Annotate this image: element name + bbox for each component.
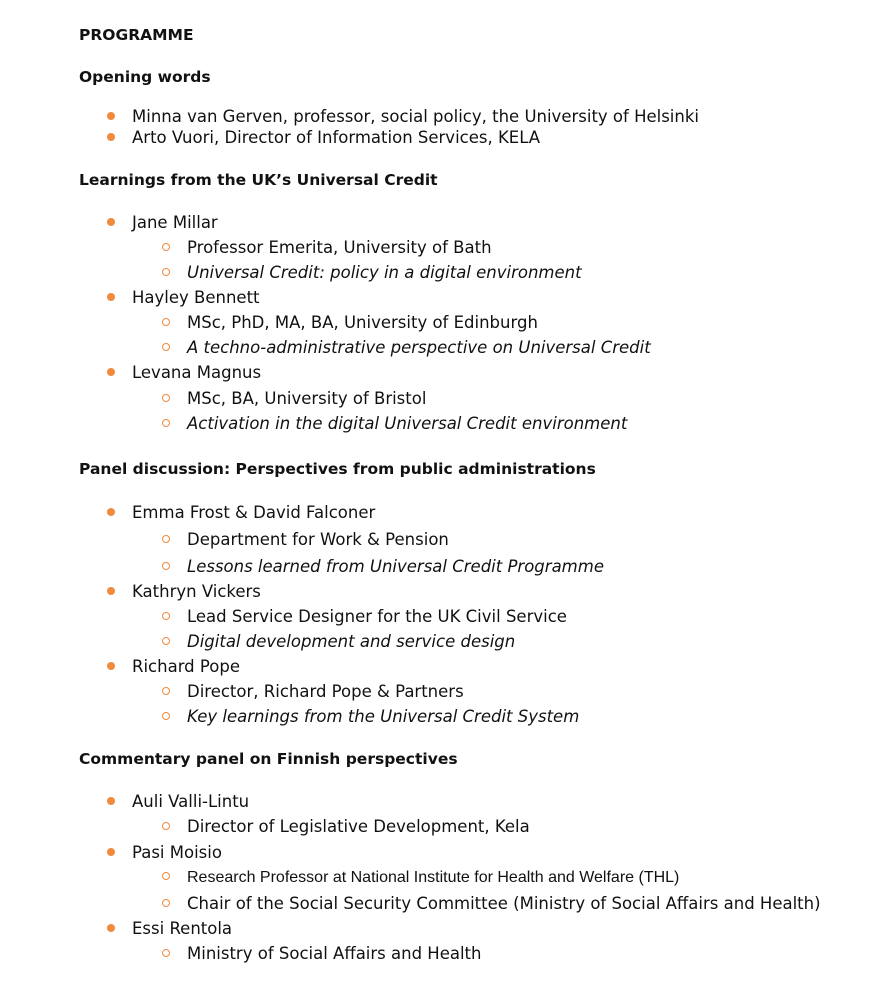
bullet-icon bbox=[107, 368, 115, 376]
bullet-icon bbox=[107, 662, 115, 670]
list-item bbox=[107, 107, 699, 127]
list-item bbox=[107, 503, 375, 523]
list-item bbox=[107, 288, 260, 308]
circle-bullet-icon bbox=[162, 243, 170, 251]
sub-list-item bbox=[162, 313, 538, 333]
sub-list-item bbox=[162, 944, 481, 964]
sub-list-item bbox=[162, 817, 530, 837]
sub-list-item bbox=[162, 607, 567, 627]
sub-list-item bbox=[162, 557, 604, 577]
circle-bullet-icon bbox=[162, 712, 170, 720]
list-item-text: Arto Vuori, Director of Information Services, KELA bbox=[132, 128, 541, 147]
speaker-affiliation: Department for Work & Pension bbox=[187, 530, 449, 549]
sub-list-item bbox=[162, 707, 579, 727]
bullet-icon bbox=[107, 797, 115, 805]
talk-title: Lessons learned from Universal Credit Programme bbox=[187, 557, 604, 576]
speaker-affiliation: MSc, PhD, MA, BA, University of Edinburgh bbox=[187, 313, 538, 332]
bullet-icon bbox=[107, 218, 115, 226]
speaker-name: Kathryn Vickers bbox=[132, 582, 261, 601]
list-item-text: Minna van Gerven, professor, social policy, the University of Helsinki bbox=[132, 107, 699, 126]
talk-title: Universal Credit: policy in a digital environment bbox=[187, 263, 582, 282]
bullet-icon bbox=[107, 133, 115, 141]
speaker-name: Levana Magnus bbox=[132, 363, 262, 382]
bullet-icon bbox=[107, 112, 115, 120]
speaker-affiliation: Director of Legislative Development, Kela bbox=[187, 817, 530, 836]
talk-title: A techno-administrative perspective on Universal Credit bbox=[187, 338, 651, 357]
list-item bbox=[107, 128, 540, 148]
speaker-name: Essi Rentola bbox=[132, 919, 233, 938]
speaker-affiliation: Director, Richard Pope & Partners bbox=[187, 682, 464, 701]
talk-title: Digital development and service design bbox=[187, 632, 516, 651]
sub-list-item bbox=[162, 682, 464, 702]
speaker-affiliation: Professor Emerita, University of Bath bbox=[187, 238, 492, 257]
speaker-name: Auli Valli-Lintu bbox=[132, 792, 250, 811]
talk-title: Activation in the digital Universal Credit environment bbox=[187, 414, 628, 433]
bullet-icon bbox=[107, 848, 115, 856]
list-item bbox=[107, 363, 261, 383]
circle-bullet-icon bbox=[162, 949, 170, 957]
speaker-name: Richard Pope bbox=[132, 657, 240, 676]
list-item bbox=[107, 582, 261, 602]
circle-bullet-icon bbox=[162, 343, 170, 351]
section-heading: Commentary panel on Finnish perspectives bbox=[79, 750, 458, 768]
bullet-icon bbox=[107, 587, 115, 595]
speaker-affiliation: Lead Service Designer for the UK Civil Service bbox=[187, 607, 567, 626]
sub-list-item bbox=[162, 238, 492, 258]
circle-bullet-icon bbox=[162, 419, 170, 427]
circle-bullet-icon bbox=[162, 899, 170, 907]
list-item bbox=[107, 843, 222, 863]
list-item bbox=[107, 919, 232, 939]
bullet-icon bbox=[107, 508, 115, 516]
circle-bullet-icon bbox=[162, 822, 170, 830]
circle-bullet-icon bbox=[162, 872, 170, 880]
sub-list-item bbox=[162, 632, 515, 652]
sub-list-item bbox=[162, 894, 821, 914]
list-item bbox=[107, 213, 218, 233]
circle-bullet-icon bbox=[162, 612, 170, 620]
sub-list-item bbox=[162, 263, 582, 283]
bullet-icon bbox=[107, 293, 115, 301]
bullet-icon bbox=[107, 924, 115, 932]
speaker-name: Jane Millar bbox=[132, 213, 218, 232]
section-heading: Panel discussion: Perspectives from public administrations bbox=[79, 460, 596, 478]
programme-title: PROGRAMME bbox=[79, 26, 194, 44]
sub-list-item bbox=[162, 338, 651, 358]
speaker-affiliation: Ministry of Social Affairs and Health bbox=[187, 944, 482, 963]
circle-bullet-icon bbox=[162, 687, 170, 695]
talk-title: Key learnings from the Universal Credit System bbox=[187, 707, 580, 726]
circle-bullet-icon bbox=[162, 637, 170, 645]
speaker-name: Hayley Bennett bbox=[132, 288, 260, 307]
section-heading: Opening words bbox=[79, 68, 211, 86]
sub-list-item bbox=[162, 389, 426, 409]
speaker-role: Chair of the Social Security Committee (Ministry of Social Affairs and Health) bbox=[187, 894, 821, 913]
list-item bbox=[107, 792, 249, 812]
sub-list-item bbox=[162, 530, 449, 550]
speaker-name: Pasi Moisio bbox=[132, 843, 222, 862]
sub-list-item bbox=[162, 414, 627, 434]
circle-bullet-icon bbox=[162, 535, 170, 543]
speaker-affiliation: Research Professor at National Institute for Health and Welfare (THL) bbox=[187, 869, 680, 886]
circle-bullet-icon bbox=[162, 394, 170, 402]
circle-bullet-icon bbox=[162, 562, 170, 570]
section-heading: Learnings from the UK’s Universal Credit bbox=[79, 171, 438, 189]
circle-bullet-icon bbox=[162, 318, 170, 326]
circle-bullet-icon bbox=[162, 268, 170, 276]
speaker-name: Emma Frost & David Falconer bbox=[132, 503, 376, 522]
sub-list-item bbox=[162, 868, 679, 888]
list-item bbox=[107, 657, 240, 677]
speaker-affiliation: MSc, BA, University of Bristol bbox=[187, 389, 427, 408]
